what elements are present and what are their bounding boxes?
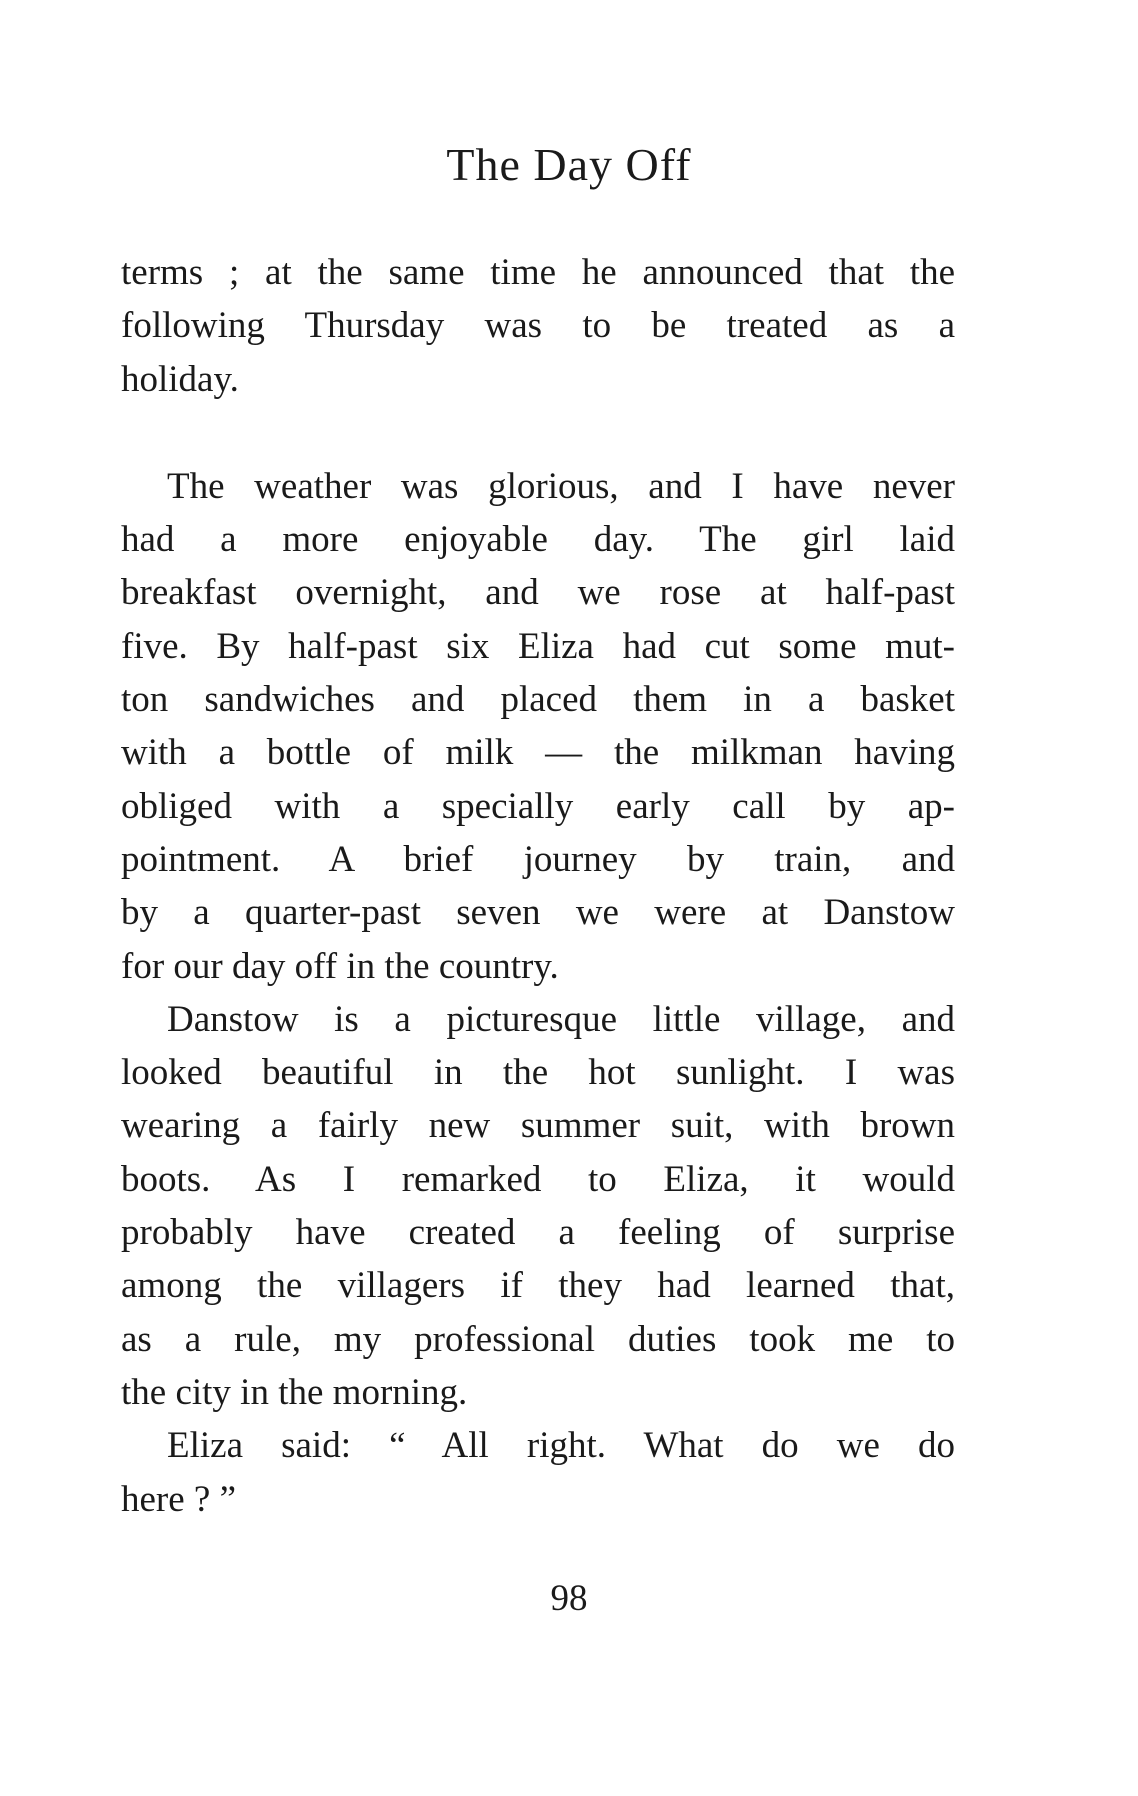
paragraph (121, 246, 955, 406)
text-line: boots. As I remarked to Eliza, it would (121, 1158, 955, 1200)
text-line: pointment. A brief journey by train, and (121, 838, 955, 880)
section-break (121, 406, 955, 460)
text-line: Eliza said: “ All right. What do we do (167, 1425, 955, 1467)
text-line: ton sandwiches and placed them in a basket (121, 679, 955, 721)
paragraph (121, 993, 955, 1419)
paragraph (121, 460, 955, 993)
text-line: looked beautiful in the hot sunlight. I was (121, 1052, 955, 1094)
text-line: five. By half-past six Eliza had cut some mut- (121, 625, 955, 667)
text-line: wearing a fairly new summer suit, with brown (121, 1105, 955, 1147)
text-line: for our day off in the country. (121, 945, 559, 987)
running-head: The Day Off (446, 139, 692, 190)
text-line: following Thursday was to be treated as a (121, 305, 955, 347)
text-line: had a more enjoyable day. The girl laid (121, 519, 955, 561)
text-line: by a quarter-past seven we were at Danstow (121, 892, 955, 934)
text-line: Danstow is a picturesque little village, and (167, 998, 955, 1040)
page-number: 98 (550, 1578, 588, 1619)
text-line: holiday. (121, 358, 239, 400)
text-line: breakfast overnight, and we rose at half-past (121, 572, 955, 614)
text-line: terms ; at the same time he announced that the (121, 252, 955, 293)
body-text (121, 246, 955, 1526)
paragraph (121, 1419, 955, 1526)
text-line: with a bottle of milk — the milkman having (121, 732, 955, 774)
text-line: obliged with a specially early call by ap- (121, 785, 955, 827)
text-line: The weather was glorious, and I have never (167, 465, 955, 507)
text-line: the city in the morning. (121, 1371, 468, 1413)
text-line: as a rule, my professional duties took me to (121, 1318, 955, 1360)
text-line: probably have created a feeling of surprise (121, 1212, 955, 1254)
text-line: among the villagers if they had learned that, (121, 1265, 955, 1307)
text-line: here ? ” (121, 1478, 237, 1520)
